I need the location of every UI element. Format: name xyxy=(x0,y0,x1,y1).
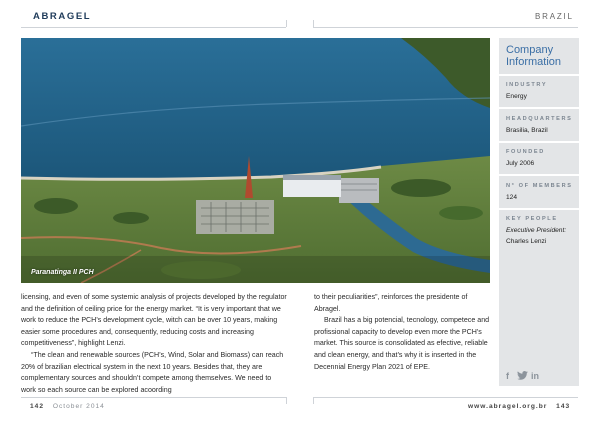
industry-label: INDUSTRY xyxy=(506,82,548,88)
footer-rule-left xyxy=(21,397,286,398)
header-rule-left-tick xyxy=(286,20,287,27)
article-column-2 xyxy=(314,292,490,373)
facebook-icon[interactable]: f xyxy=(506,371,509,381)
key-people-role: Executive President: xyxy=(506,227,567,234)
linkedin-icon[interactable]: in xyxy=(531,371,539,381)
members-label: N° OF MEMBERS xyxy=(506,183,573,189)
paragraph: to their peculiarities”, reinforces the presidente of Abragel. xyxy=(314,293,468,313)
article-column-1 xyxy=(21,292,287,396)
page-number-left: 142 xyxy=(30,403,45,410)
sidebar-divider xyxy=(499,107,579,109)
founded-label: FOUNDED xyxy=(506,149,545,155)
header-rule-right-tick xyxy=(313,20,314,27)
issue-date: October 2014 xyxy=(52,403,105,410)
members-value: 124 xyxy=(506,194,518,201)
industry-value: Energy xyxy=(506,93,527,100)
founded-value: July 2006 xyxy=(506,160,535,167)
footer-rule-left-tick xyxy=(286,397,287,404)
sidebar-title: Company Information xyxy=(506,44,562,68)
website-link[interactable]: www.abragel.org.br xyxy=(468,403,548,410)
header-rule-left xyxy=(21,27,286,28)
page-number-right: 143 xyxy=(556,403,571,410)
key-people-label: KEY PEOPLE xyxy=(506,216,558,222)
footer-rule-right-tick xyxy=(313,397,314,404)
headquarters-value: Brasilia, Brazil xyxy=(506,127,548,134)
company-info-sidebar xyxy=(499,38,579,386)
paragraph: licensing, and even of some systemic analysis of projects developed by the regulator and the definition of ceiling price for the energy market. “It is very important that we work to reduce the PCH’s development cycle, witch can be over 10 years, making easier some procedures and, consequently, reducing costs and increasing competitiveness”, highlight Lenzi. xyxy=(21,293,287,348)
header-rule-right xyxy=(313,27,578,28)
sidebar-divider xyxy=(499,174,579,176)
sidebar-divider xyxy=(499,74,579,76)
key-people-name: Charles Lenzi xyxy=(506,238,547,245)
twitter-icon[interactable] xyxy=(517,371,528,382)
brand-logo: ABRAGEL xyxy=(33,11,92,22)
headquarters-label: HEADQUARTERS xyxy=(506,116,573,122)
footer-rule-right xyxy=(313,397,578,398)
sidebar-divider xyxy=(499,208,579,210)
footer-left xyxy=(30,403,105,410)
sidebar-divider xyxy=(499,141,579,143)
section-country: BRAZIL xyxy=(535,12,574,21)
aerial-photo xyxy=(21,38,490,283)
paragraph: Brazil has a big potencial, tecnology, competece and profissional capacity to develop even more the PCH’s market. This source is consolidated as efective, reliable and clean energy, and that’s why it is inserted in the Decennial Energy Plan 2021 of EPE. xyxy=(314,316,490,371)
paragraph: “The clean and renewable sources (PCH’s, Wind, Solar and Biomass) can reach 20% of brazilian electrical system in the next 10 years. Besides that, they are complementary sources and shouldn’t compete among themselves. We need to work so each source can be explored acoording xyxy=(21,350,284,394)
footer-right xyxy=(468,403,570,410)
photo-caption: Paranatinga II PCH xyxy=(31,269,94,276)
